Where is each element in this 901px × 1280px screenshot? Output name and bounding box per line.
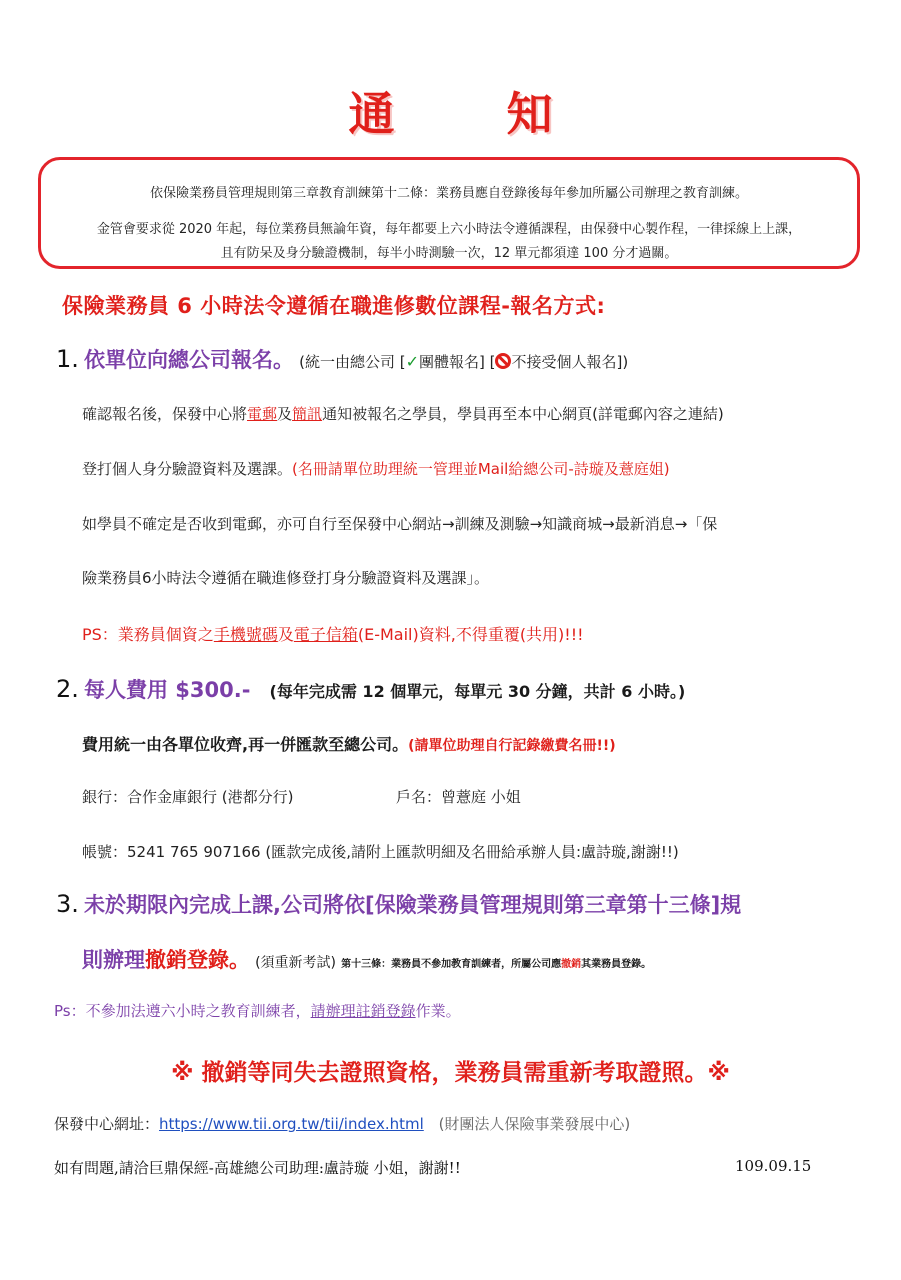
contact-footer: 如有問題,請洽巨鼎保經-高雄總公司助理:盧詩璇 小姐，謝謝!! <box>54 1159 461 1177</box>
page-title: 通 知 <box>348 87 601 141</box>
section-2-title: 每人費用 $300.- <box>84 678 251 702</box>
section-2-note: (每年完成需 12 個單元，每單元 30 分鐘，共計 6 小時。) <box>269 682 686 701</box>
organization-name: (財團法人保險事業發展中心) <box>438 1115 631 1133</box>
text: 第十三條：業務員不參加教育訓練者，所屬公司應 <box>341 959 562 970</box>
text: 通知被報名之學員，學員再至本中心網頁(詳電郵內容之連結) <box>322 405 724 423</box>
retest-note: (須重新考試) <box>255 955 337 971</box>
text: 作業。 <box>415 1002 461 1020</box>
text: 撤銷 <box>561 959 582 970</box>
notice-line-2: 金管會要求從 2020 年起，每位業務員無論年資，每年都要上六小時法令遵循課程，由保發中心製作程，一律採線上上課， <box>96 222 802 237</box>
email-emphasis: 電郵 <box>247 405 278 423</box>
section-1-note-a: (統一由總公司 [ <box>299 353 406 371</box>
section-1-ps <box>82 622 584 645</box>
section-1-number: 1. <box>56 345 79 373</box>
section-1-note-b: 團體報名] [ <box>418 353 496 371</box>
section-2-para-1 <box>82 732 616 755</box>
section-2-number: 2. <box>56 675 79 703</box>
roster-note: (名冊請單位助理統一管理並Mail給總公司-詩璇及薏庭姐) <box>292 460 670 478</box>
article-13-note <box>341 959 651 970</box>
text: 及 <box>277 405 293 423</box>
sms-emphasis: 簡訊 <box>292 405 323 423</box>
section-1-note-c: 不接受個人報名]) <box>511 353 629 371</box>
phone-emphasis: 手機號碼 <box>213 625 278 644</box>
section-1-para-3: 如學員不確定是否收到電郵，亦可自行至保發中心網站→訓練及測驗→知識商城→最新消息→「保 <box>82 515 718 533</box>
section-2-header <box>56 674 685 704</box>
ps-deregister <box>54 1000 461 1021</box>
text: 及 <box>277 625 294 644</box>
website-link[interactable]: https://www.tii.org.tw/tii/index.html <box>159 1115 424 1133</box>
mail-emphasis: 電子信箱 <box>293 625 358 644</box>
payment-note: (請單位助理自行記錄繳費名冊!!) <box>408 738 616 754</box>
section-3-line-2 <box>82 944 651 974</box>
text: 費用統一由各單位收齊,再一併匯款至總公司。 <box>82 735 409 754</box>
text: 則辦理 <box>82 948 145 972</box>
notice-box <box>38 157 860 269</box>
check-icon: ✓ <box>405 352 419 371</box>
prohibited-icon <box>495 353 511 369</box>
section-1-para-1 <box>82 403 724 424</box>
text: 其業務員登錄。 <box>581 959 652 970</box>
section-3-number: 3. <box>56 890 79 918</box>
text: 登打個人身分驗證資料及選課。 <box>82 460 293 478</box>
section-3-header <box>56 889 741 919</box>
section-1-header <box>56 344 628 374</box>
notice-line-1: 依保險業務員管理規則第三章教育訓練第十二條：業務員應自登錄後每年參加所屬公司辦理之教育訓練。 <box>149 186 748 201</box>
revoke-emphasis: 撤銷登錄。 <box>145 948 250 972</box>
text: (E-Mail)資料,不得重覆(共用)!!! <box>357 625 584 644</box>
document-date: 109.09.15 <box>735 1157 812 1175</box>
text: PS：業務員個資之 <box>82 625 214 644</box>
warning-banner: ※ 撤銷等同失去證照資格，業務員需重新考取證照。※ <box>171 1060 730 1086</box>
text: Ps：不參加法遵六小時之教育訓練者， <box>54 1002 311 1020</box>
section-heading: 保險業務員 6 小時法令遵循在職進修數位課程-報名方式: <box>62 294 606 318</box>
bank-info: 銀行：合作金庫銀行 (港都分行) <box>82 788 294 806</box>
account-name: 戶名：曾薏庭 小姐 <box>396 788 521 806</box>
section-1-para-4: 險業務員6小時法令遵循在職進修登打身分驗證資料及選課」。 <box>82 569 490 587</box>
text: 確認報名後，保發中心將 <box>82 405 248 423</box>
deregister-emphasis: 請辦理註銷登錄 <box>310 1002 416 1020</box>
account-number: 帳號：5241 765 907166 (匯款完成後,請附上匯款明細及名冊給承辦人員:盧詩璇,謝謝!!) <box>82 843 679 861</box>
notice-line-3: 且有防呆及身分驗證機制，每半小時測驗一次，12 單元都須達 100 分才過關。 <box>220 246 678 261</box>
section-1-para-2 <box>82 458 670 479</box>
website-row <box>54 1113 630 1134</box>
section-3-line-1: 未於期限內完成上課,公司將依[保險業務員管理規則第三章第十三條]規 <box>84 893 742 917</box>
section-1-title: 依單位向總公司報名。 <box>84 348 294 372</box>
website-label: 保發中心網址： <box>54 1115 160 1133</box>
